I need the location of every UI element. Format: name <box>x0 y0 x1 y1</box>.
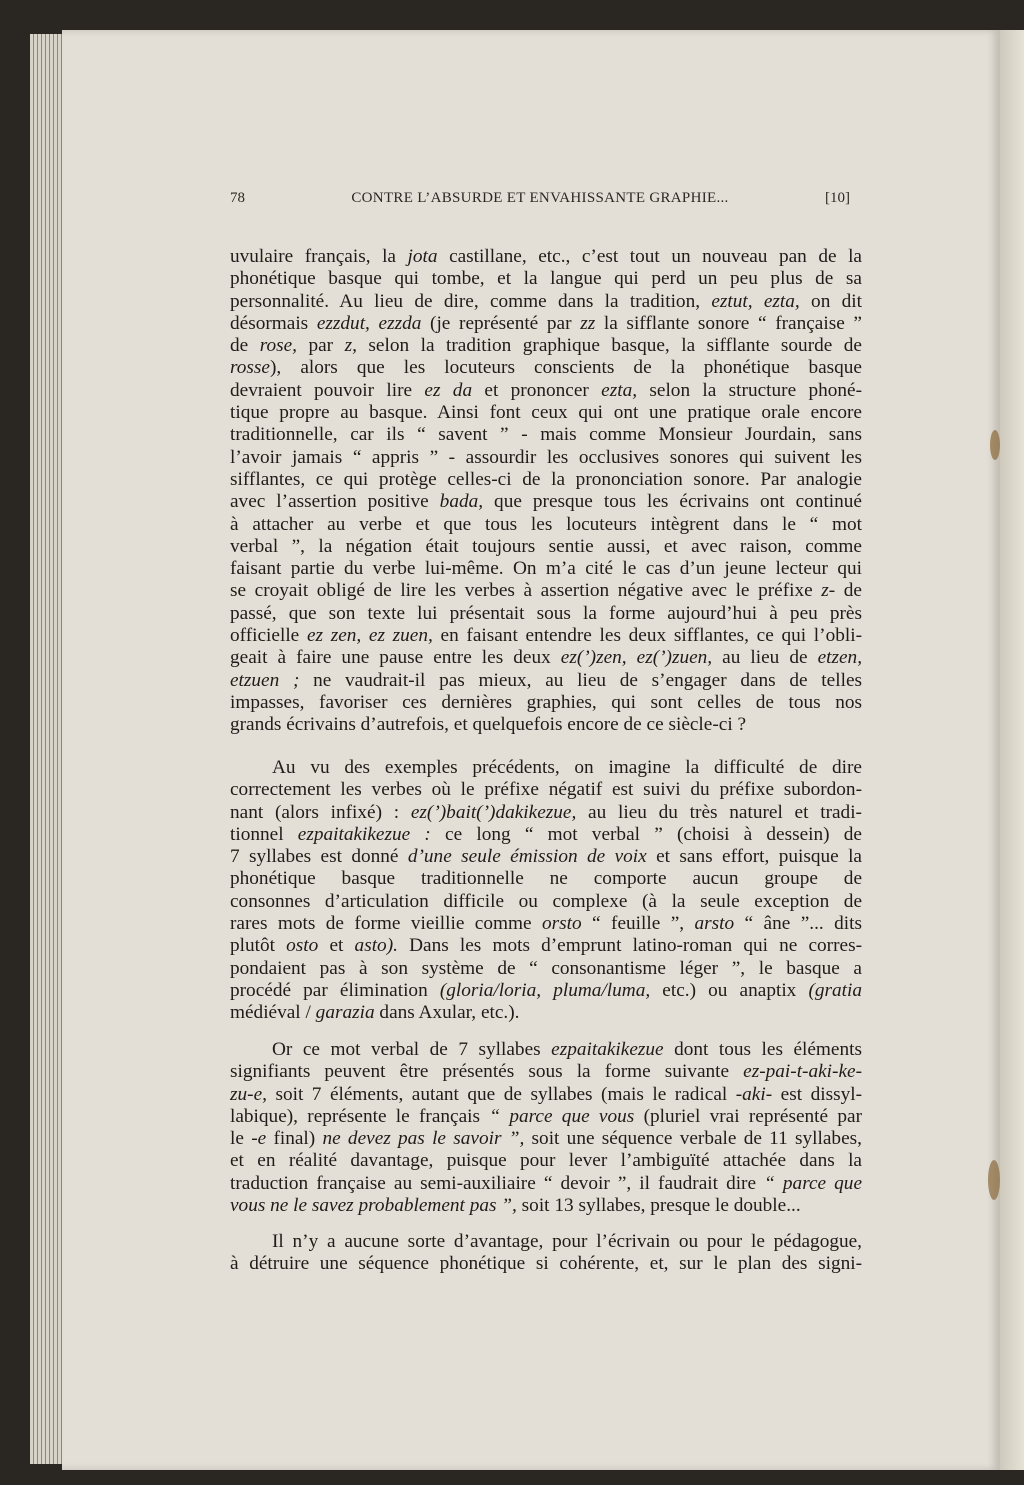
text-run: dont tous les éléments <box>663 1039 862 1060</box>
italic-text: rose, <box>259 335 297 357</box>
italic-text: ezpaitakikezue : <box>297 823 431 845</box>
text-line <box>230 913 862 935</box>
text-run: sifflantes, ce qui protège celles-ci de la prononciation sonore. Par analogie <box>230 468 862 490</box>
text-line <box>230 692 862 714</box>
text-line <box>230 514 862 536</box>
italic-text: ezzdut, ezzda <box>316 312 422 334</box>
text-run: soit 13 syllabes, presque le double... <box>516 1195 801 1217</box>
text-run: tionnel <box>230 823 298 845</box>
italic-text: jota <box>407 246 438 267</box>
text-run: par <box>297 335 345 357</box>
text-run: Au vu des exemples précédents, on imagine la difficulté de dire <box>272 757 862 778</box>
text-run: grands écrivains d’autrefois, et quelquefois encore de ce siècle-ci ? <box>230 714 747 736</box>
text-run: correctement les verbes où le préfixe négatif est suivi du préfixe subordon- <box>230 779 862 801</box>
italic-text: ez(’)zen, ez(’)zuen, <box>560 647 713 669</box>
text-line <box>230 580 862 602</box>
text-run: “ âne ”... dits <box>734 913 862 935</box>
text-run: nant (alors infixé) : <box>230 801 411 823</box>
text-run: médiéval / <box>230 1002 316 1024</box>
text-run: en faisant entendre les deux sifflantes, ce qui l’obli- <box>432 625 863 647</box>
text-line <box>230 1173 862 1195</box>
text-run: phonétique basque traditionnelle ne comporte aucun groupe de <box>230 868 862 890</box>
italic-text: eztut, ezta, <box>711 290 800 312</box>
text-run: labique), représente le français <box>230 1105 490 1127</box>
facing-page-edge <box>1000 30 1024 1470</box>
text-run: faisant partie du verbe lui-même. On m’a cité le cas d’un jeune lecteur qui <box>230 558 862 580</box>
text-line <box>230 1150 862 1172</box>
text-line <box>230 670 862 692</box>
text-run: etc.) ou anaptix <box>650 979 809 1001</box>
italic-text: z, <box>344 335 357 357</box>
text-run: phonétique basque qui tombe, et la langue qui perd un peu plus de sa <box>230 268 862 290</box>
text-run: à détruire une séquence phonétique si cohérente, et, sur le plan des signi- <box>230 1253 862 1275</box>
text-run: est dissyl- <box>772 1083 862 1105</box>
text-line <box>230 1231 862 1253</box>
text-line <box>230 958 862 980</box>
text-run: impasses, favoriser ces dernières graphies, qui sont celles de tous nos <box>230 691 862 713</box>
text-run: l’avoir jamais “ appris ” - assourdir les occlusives sonores qui suivent les <box>230 446 862 468</box>
paper-stain <box>990 430 1000 460</box>
text-line <box>230 335 862 357</box>
italic-text: ez-pai-t-aki-ke- <box>743 1061 862 1083</box>
text-line <box>230 313 862 335</box>
italic-text: -aki- <box>735 1083 773 1105</box>
section-number: [10] <box>825 190 850 206</box>
italic-text: asto). <box>354 935 398 957</box>
text-run: désormais <box>230 312 317 334</box>
text-run: avec l’assertion positive <box>230 491 440 513</box>
text-line <box>230 536 862 558</box>
text-run: et prononcer <box>472 379 602 401</box>
italic-text: garazia <box>315 1002 375 1024</box>
text-line <box>230 1039 862 1061</box>
text-line <box>230 891 862 913</box>
text-run: officielle <box>230 625 307 647</box>
italic-text: vous ne le savez probablement pas ”, <box>230 1195 517 1217</box>
italic-text: ne devez pas le savoir ”, <box>322 1128 525 1150</box>
italic-text: etzuen ; <box>230 669 300 691</box>
text-run: (je représenté par <box>421 312 581 334</box>
text-run: (pluriel vrai représenté par <box>634 1105 863 1127</box>
text-run: selon la structure phoné- <box>637 379 862 401</box>
italic-text: etzen, <box>817 647 863 669</box>
running-title: CONTRE L’ABSURDE ET ENVAHISSANTE GRAPHIE... <box>351 190 729 206</box>
italic-text: -e <box>251 1128 267 1150</box>
text-line <box>230 1106 862 1128</box>
italic-text: (gratia <box>808 979 863 1001</box>
italic-text: (gloria/loria, pluma/luma, <box>439 979 651 1001</box>
paragraph <box>230 1039 862 1217</box>
text-run: 7 syllabes est donné <box>230 846 408 868</box>
text-line <box>230 380 862 402</box>
italic-text: “ parce que vous <box>489 1105 635 1127</box>
paragraph <box>230 757 862 1025</box>
italic-text: ezpaitakikezue <box>551 1039 664 1060</box>
text-line <box>230 714 862 736</box>
text-run: se croyait obligé de lire les verbes à assertion négative avec le préfixe <box>230 580 822 602</box>
text-run: castillane, etc., c’est tout un nouveau pan de la <box>437 246 862 267</box>
text-line <box>230 1195 862 1217</box>
running-header <box>230 190 850 214</box>
text-line <box>230 402 862 424</box>
text-run: et en réalité davantage, puisque pour lever l’ambiguïté attachée dans la <box>230 1150 862 1172</box>
text-run: procédé par élimination <box>230 979 440 1001</box>
text-run: Il n’y a aucune sorte d’avantage, pour l’écrivain ou pour le pédagogue, <box>272 1231 862 1252</box>
text-line <box>230 424 862 446</box>
text-run: signifiants peuvent être présentés sous la forme suivante <box>230 1061 744 1083</box>
text-line <box>230 647 862 669</box>
text-run: Dans les mots d’emprunt latino-roman qui ne corres- <box>397 935 862 957</box>
text-line <box>230 246 862 268</box>
text-line <box>230 846 862 868</box>
text-run: soit une séquence verbale de 11 syllabes, <box>524 1128 862 1150</box>
text-run: la sifflante sonore “ française ” <box>595 312 862 334</box>
text-run: de <box>230 335 260 357</box>
italic-text: d’une seule émission de voix <box>407 846 647 868</box>
text-line <box>230 1002 862 1024</box>
italic-text: zu-e, <box>230 1083 267 1105</box>
text-line <box>230 447 862 469</box>
text-line <box>230 603 862 625</box>
text-run: ), alors que les locuteurs conscients de la phonétique basque <box>270 357 862 379</box>
text-line <box>230 1128 862 1150</box>
text-run: traduction française au semi-auxiliaire “ devoir ”, il faudrait dire <box>230 1172 765 1194</box>
italic-text: ez zen, ez zuen, <box>306 625 433 647</box>
text-run: uvulaire français, la <box>230 246 408 267</box>
text-run: devraient pouvoir lire <box>230 379 425 401</box>
text-line <box>230 980 862 1002</box>
text-run: verbal ”, la négation était toujours sentie aussi, et avec raison, comme <box>230 535 862 557</box>
text-run: au lieu de <box>712 647 818 669</box>
paragraph <box>230 246 862 737</box>
text-line <box>230 935 862 957</box>
italic-text: “ parce que <box>764 1172 863 1194</box>
italic-text: osto <box>286 935 319 957</box>
text-run: personnalité. Au lieu de dire, comme dans la tradition, <box>230 290 712 312</box>
text-line <box>230 824 862 846</box>
text-line <box>230 558 862 580</box>
italic-text: bada, <box>439 491 484 513</box>
text-line <box>230 1084 862 1106</box>
text-line <box>230 469 862 491</box>
text-line <box>230 868 862 890</box>
text-run: on dit <box>799 290 862 312</box>
text-run: soit 7 éléments, autant que de syllabes (mais le radical <box>266 1083 736 1105</box>
text-run: consonnes d’articulation difficile ou complexe (à la seule exception de <box>230 890 862 912</box>
italic-text: ez da <box>424 379 473 401</box>
text-line <box>230 491 862 513</box>
text-line <box>230 779 862 801</box>
text-run: de <box>835 580 862 602</box>
text-run: et <box>318 935 355 957</box>
paragraph <box>230 1231 862 1276</box>
text-line <box>230 625 862 647</box>
text-line <box>230 1061 862 1083</box>
text-run: dans Axular, etc.). <box>374 1002 520 1024</box>
text-run: Or ce mot verbal de 7 syllabes <box>272 1039 552 1060</box>
text-run: le <box>230 1128 252 1150</box>
text-line <box>230 357 862 379</box>
italic-text: z- <box>821 580 836 602</box>
text-run: que presque tous les écrivains ont continué <box>483 491 862 513</box>
text-run: passé, que son texte lui présentait sous la forme aujourd’hui à peu près <box>230 602 862 624</box>
text-run: tique propre au basque. Ainsi font ceux qui ont une pratique orale encore <box>230 402 862 424</box>
text-line <box>230 268 862 290</box>
text-run: au lieu du très naturel et tradi- <box>576 801 862 823</box>
text-run: geait à faire une pause entre les deux <box>230 647 561 669</box>
text-run: “ feuille ”, <box>581 913 695 935</box>
italic-text: orsto <box>541 913 582 935</box>
italic-text: ez(’)bait(’)dakikezue, <box>410 801 577 823</box>
italic-text: zz <box>580 312 596 334</box>
text-run: selon la tradition graphique basque, la sifflante sourde de <box>356 335 862 357</box>
italic-text: ezta, <box>601 379 638 401</box>
text-run: à attacher au verbe et que tous les locuteurs intègrent dans le “ mot <box>230 513 862 535</box>
text-run: et sans effort, puisque la <box>646 846 862 868</box>
text-line <box>230 291 862 313</box>
text-line <box>230 802 862 824</box>
text-line <box>230 1253 862 1275</box>
page-number: 78 <box>230 190 245 206</box>
text-run: rares mots de forme vieillie comme <box>230 913 542 935</box>
text-run: traditionnelle, car ils “ savent ” - mais comme Monsieur Jourdain, sans <box>230 424 862 446</box>
text-line <box>230 757 862 779</box>
italic-text: rosse <box>230 357 270 379</box>
text-run: plutôt <box>230 935 287 957</box>
text-run: pondaient pas à son système de “ consonantisme léger ”, le basque a <box>230 957 862 979</box>
text-run: ne vaudrait-il pas mieux, au lieu de s’engager dans de telles <box>299 669 863 691</box>
italic-text: arsto <box>694 913 735 935</box>
text-run: ce long “ mot verbal ” (choisi à dessein) de <box>430 823 862 845</box>
text-run: final) <box>266 1128 323 1150</box>
paper-stain <box>988 1160 1000 1200</box>
